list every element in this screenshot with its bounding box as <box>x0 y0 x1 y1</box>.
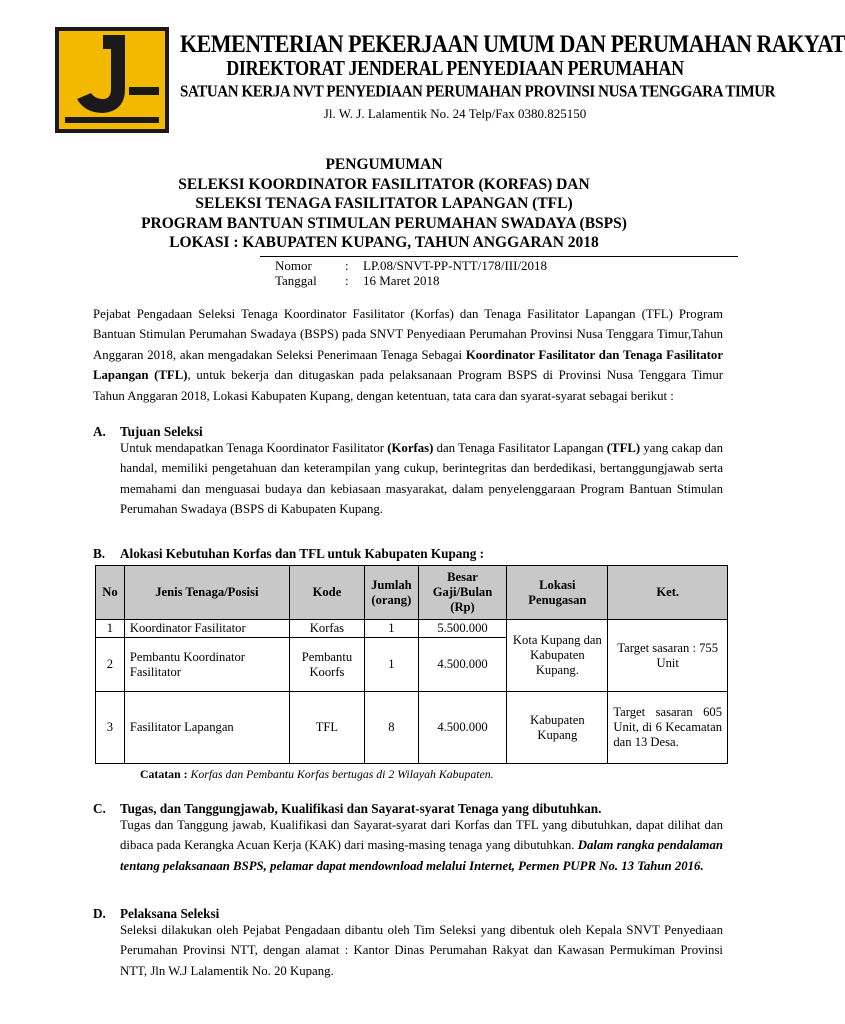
col-header: Jenis Tenaga/Posisi <box>124 566 289 620</box>
directorate-name: DIREKTORAT JENDERAL PENYEDIAAN PERUMAHAN <box>226 56 684 80</box>
section-a-letter: A. <box>93 424 106 439</box>
cell-ket: Target sasaran 605 Unit, di 6 Kecamatan dan 13 Desa. <box>608 692 728 764</box>
ministry-name: KEMENTERIAN PEKERJAAN UMUM DAN PERUMAHAN RAKYAT <box>180 29 845 58</box>
section-c-text: Tugas dan Tanggung jawab, Kualifikasi dan Sayarat-syarat dari Korfas dan TFL yang dibutuhkan, dapat dilihat dan dibaca pada Kerangka Acuan Kerja (KAK) dari masing-masing tenaga yang dibutuhkan. <box>120 818 723 853</box>
section-a-text-1: Untuk mendapatkan Tenaga Koordinator Fasilitator <box>120 441 388 455</box>
section-b-heading <box>93 546 484 562</box>
cell-jumlah: 1 <box>365 638 419 692</box>
table-note <box>140 767 494 782</box>
cell-kode: TFL <box>289 692 364 764</box>
cell-jumlah: 8 <box>365 692 419 764</box>
cell-lokasi: Kabupaten Kupang <box>507 692 608 764</box>
section-c-body <box>120 815 723 876</box>
col-header: No <box>96 566 125 620</box>
cell-jenis: Pembantu Koordinator Fasilitator <box>124 638 289 692</box>
section-c-title: Tugas, dan Tanggungjawab, Kualifikasi dan Sayarat-syarat Tenaga yang dibutuhkan. <box>120 801 602 816</box>
intro-text-2: , untuk bekerja dan ditugaskan pada pelaksanaan Program BSPS di Provinsi Nusa Tenggara Timur Tahun Anggaran 2018, Lokasi Kabupaten Kupang, dengan ketentuan, tata cara dan syarat-syarat sebagai berikut : <box>93 368 723 403</box>
intro-text-1: Pejabat Pengadaan Seleksi Tenaga Koordinator Fasilitator (Korfas) dan Tenaga Fasilitator Lapangan (TFL) Program Bantuan Stimulan Perumahan Swadaya (BSPS) pada SNVT Penyediaan Perumahan Provinsi Nusa Tenggara Timur,Tahun Anggaran 2018, akan mengadakan Seleksi Penerimaan Tenaga Sebagai <box>93 307 723 362</box>
nomor-sep: : <box>345 258 349 273</box>
cell-gaji: 5.500.000 <box>418 620 507 638</box>
title-line-5: LOKASI : KABUPATEN KUPANG, TAHUN ANGGARAN 2018 <box>169 234 599 251</box>
section-d-title: Pelaksana Seleksi <box>120 906 220 921</box>
cell-no: 3 <box>96 692 125 764</box>
title-line-4: PROGRAM BANTUAN STIMULAN PERUMAHAN SWADAYA (BSPS) <box>141 214 627 232</box>
table-header-row <box>96 566 728 620</box>
cell-kode: Korfas <box>289 620 364 638</box>
title-line-1: PENGUMUMAN <box>325 156 443 173</box>
col-header: Besar Gaji/Bulan (Rp) <box>418 566 507 620</box>
section-d-letter: D. <box>93 906 106 921</box>
tanggal-label: Tanggal <box>275 273 317 288</box>
intro-bold: Koordinator Fasilitator dan Tenaga Fasilitator Lapangan (TFL) <box>93 347 723 383</box>
cell-ket: Target sasaran : 755 Unit <box>608 620 728 692</box>
pu-emblem-icon <box>55 27 169 133</box>
tanggal-row <box>275 273 440 288</box>
tanggal-sep: : <box>345 273 349 288</box>
cell-gaji: 4.500.000 <box>418 692 507 764</box>
table-row <box>96 620 728 638</box>
nomor-row <box>275 258 547 273</box>
note-label: Catatan : <box>140 767 188 781</box>
table-row <box>96 692 728 764</box>
col-header: Jumlah (orang) <box>365 566 419 620</box>
title-line-3: SELEKSI TENAGA FASILITATOR LAPANGAN (TFL) <box>195 195 573 212</box>
cell-jumlah: 1 <box>365 620 419 638</box>
note-text: Korfas dan Pembantu Korfas bertugas di 2 Wilayah Kabupaten. <box>190 767 494 781</box>
cell-no: 1 <box>96 620 125 638</box>
section-b-letter: B. <box>93 546 106 561</box>
col-header: Lokasi Penugasan <box>507 566 608 620</box>
col-header: Ket. <box>608 566 728 620</box>
tanggal-value: 16 Maret 2018 <box>363 273 440 288</box>
section-a-bold-1: (Korfas) <box>387 441 434 455</box>
cell-lokasi: Kota Kupang dan Kabupaten Kupang. <box>507 620 608 692</box>
section-a-title: Tujuan Seleksi <box>120 424 203 439</box>
cell-kode: Pembantu Koorfs <box>289 638 364 692</box>
section-b-title: Alokasi Kebutuhan Korfas dan TFL untuk Kabupaten Kupang : <box>120 546 485 561</box>
nomor-label: Nomor <box>275 258 312 273</box>
title-line-2: SELEKSI KOORDINATOR FASILITATOR (KORFAS) DAN <box>178 175 590 193</box>
office-address: Jl. W. J. Lalamentik No. 24 Telp/Fax 0380.825150 <box>323 106 587 121</box>
section-a-bold-2: (TFL) <box>606 441 641 455</box>
cell-jenis: Fasilitator Lapangan <box>124 692 289 764</box>
col-header: Kode <box>289 566 364 620</box>
section-c-letter: C. <box>93 801 106 816</box>
section-a-text-3: yang cakap dan handal, memiliki pengetahuan dan keterampilan yang cukup, berintegritas dan berdedikasi, bertanggungjawab serta memahami dan menguasai budaya dan kebiasaan masyarakat, dalam penyelenggaraan Program Bantuan Stimulan Perumahan Swadaya (BSPS di Kabupaten Kupang. <box>120 441 723 517</box>
cell-gaji: 4.500.000 <box>418 638 507 692</box>
intro-paragraph <box>93 304 723 406</box>
section-a-body <box>120 438 723 520</box>
section-d-body <box>120 920 723 981</box>
allocation-table <box>95 565 728 764</box>
unit-name: SATUAN KERJA NVT PENYEDIAAN PERUMAHAN PROVINSI NUSA TENGGARA TIMUR <box>180 83 776 101</box>
section-c-emphasis: Dalam rangka pendalaman tentang pelaksanaan BSPS, pelamar dapat mendownload melalui Internet, Permen PUPR No. 13 Tahun 2016. <box>120 838 723 873</box>
section-d-text: Seleksi dilakukan oleh Pejabat Pengadaan dibantu oleh Tim Seleksi yang dibentuk oleh Kepala SNVT Penyediaan Perumahan Provinsi NTT, dengan alamat : Kantor Dinas Perumahan Rakyat dan Kawasan Permukiman Provinsi NTT, Jln W.J Lalamentik No. 20 Kupang. <box>120 923 723 978</box>
cell-no: 2 <box>96 638 125 692</box>
announcement-title <box>60 155 708 253</box>
section-a-text-2: dan Tenaga Fasilitator Lapangan <box>433 441 607 455</box>
title-divider <box>260 256 738 257</box>
ministry-logo <box>55 27 169 133</box>
cell-jenis: Koordinator Fasilitator <box>124 620 289 638</box>
nomor-value: LP.08/SNVT-PP-NTT/178/III/2018 <box>363 258 548 273</box>
